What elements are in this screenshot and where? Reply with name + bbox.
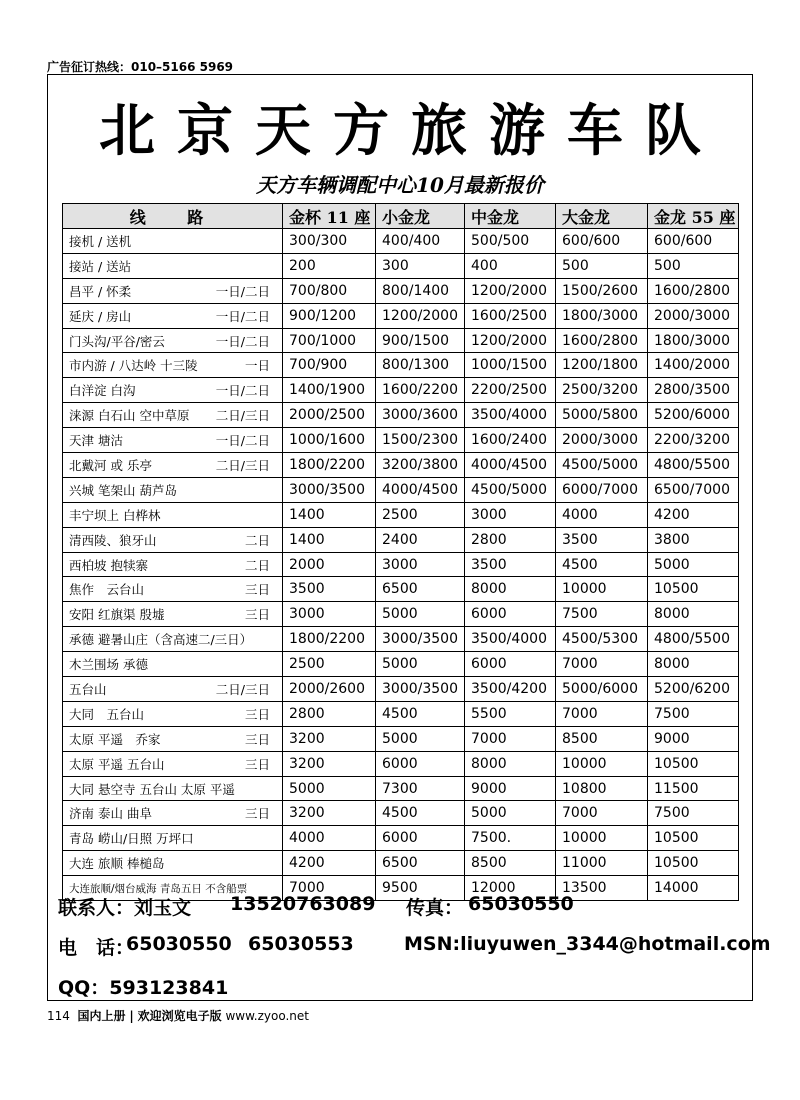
price-cell: 400/400 bbox=[376, 229, 465, 254]
price-cell: 4000/4500 bbox=[465, 453, 556, 478]
price-cell: 1600/2200 bbox=[376, 378, 465, 403]
price-cell: 300 bbox=[376, 253, 465, 278]
price-cell: 6000 bbox=[465, 602, 556, 627]
table-row bbox=[63, 602, 739, 627]
route-cell bbox=[63, 353, 283, 378]
price-cell: 500/500 bbox=[465, 229, 556, 254]
price-table bbox=[62, 203, 739, 901]
page-number: 114 bbox=[47, 1009, 70, 1023]
msn-account: MSN:liuyuwen_3344@hotmail.com bbox=[404, 933, 771, 955]
price-cell: 6500/7000 bbox=[648, 477, 739, 502]
route-cell bbox=[63, 527, 283, 552]
table-row bbox=[63, 303, 739, 328]
price-cell: 800/1400 bbox=[376, 278, 465, 303]
price-cell: 4500 bbox=[376, 701, 465, 726]
price-cell: 3500 bbox=[465, 552, 556, 577]
price-cell: 2000/3000 bbox=[648, 303, 739, 328]
route-cell bbox=[63, 776, 283, 801]
price-cell: 2400 bbox=[376, 527, 465, 552]
header-xiao-jinlong: 小金龙 bbox=[376, 204, 465, 229]
price-cell: 9000 bbox=[465, 776, 556, 801]
price-cell: 4500 bbox=[376, 801, 465, 826]
price-cell: 2000/3000 bbox=[556, 428, 648, 453]
route-days: 三日 bbox=[244, 582, 270, 598]
route-days: 三日 bbox=[244, 607, 270, 623]
footer-slogan: 欢迎浏览电子版 bbox=[137, 1009, 222, 1023]
price-cell: 3500 bbox=[556, 527, 648, 552]
route-cell bbox=[63, 577, 283, 602]
price-cell: 1400 bbox=[283, 527, 376, 552]
route-cell bbox=[63, 751, 283, 776]
route-name: 门头沟/平谷/密云 bbox=[69, 333, 165, 349]
price-cell: 500 bbox=[648, 253, 739, 278]
price-cell: 2000/2600 bbox=[283, 677, 376, 702]
price-cell: 5000 bbox=[376, 726, 465, 751]
price-cell: 4200 bbox=[283, 851, 376, 876]
route-name: 五台山 bbox=[69, 681, 107, 697]
price-cell: 3000 bbox=[376, 552, 465, 577]
price-cell: 2800 bbox=[283, 701, 376, 726]
table-header-row bbox=[63, 204, 739, 229]
price-cell: 1400/2000 bbox=[648, 353, 739, 378]
price-cell: 1600/2400 bbox=[465, 428, 556, 453]
header-route: 线 路 bbox=[63, 204, 283, 229]
price-cell: 11000 bbox=[556, 851, 648, 876]
route-cell bbox=[63, 403, 283, 428]
price-cell: 500 bbox=[556, 253, 648, 278]
header-zhong-jinlong: 中金龙 bbox=[465, 204, 556, 229]
phone-number-1: 65030550 bbox=[126, 933, 232, 955]
price-cell: 5500 bbox=[465, 701, 556, 726]
route-days: 一日 bbox=[244, 358, 270, 374]
price-cell: 7300 bbox=[376, 776, 465, 801]
price-cell: 3500/4200 bbox=[465, 677, 556, 702]
price-cell: 1600/2800 bbox=[556, 328, 648, 353]
contact-person: 联系人：刘玉文 bbox=[58, 897, 192, 919]
price-cell: 6000/7000 bbox=[556, 477, 648, 502]
price-cell: 8500 bbox=[556, 726, 648, 751]
route-name: 焦作 云台山 bbox=[69, 582, 145, 598]
price-cell: 1500/2600 bbox=[556, 278, 648, 303]
route-name: 西柏坡 抱犊寨 bbox=[69, 557, 148, 573]
price-cell: 5000 bbox=[283, 776, 376, 801]
price-cell: 900/1500 bbox=[376, 328, 465, 353]
route-cell bbox=[63, 677, 283, 702]
price-cell: 4500/5000 bbox=[556, 453, 648, 478]
table-row bbox=[63, 403, 739, 428]
route-name: 市内游 / 八达岭 十三陵 bbox=[69, 358, 198, 374]
route-name: 北戴河 或 乐亭 bbox=[69, 457, 152, 473]
price-cell: 3000 bbox=[465, 502, 556, 527]
price-cell: 5000 bbox=[465, 801, 556, 826]
fax-number: 65030550 bbox=[468, 893, 574, 915]
table-row bbox=[63, 552, 739, 577]
route-cell bbox=[63, 278, 283, 303]
route-name: 安阳 红旗渠 殷墟 bbox=[69, 607, 165, 623]
price-cell: 4800/5500 bbox=[648, 627, 739, 652]
table-row bbox=[63, 577, 739, 602]
route-name: 延庆 / 房山 bbox=[69, 308, 132, 324]
price-cell: 6000 bbox=[465, 652, 556, 677]
header-jinbei-11: 金杯 11 座 bbox=[283, 204, 376, 229]
price-cell: 10000 bbox=[556, 751, 648, 776]
route-cell bbox=[63, 602, 283, 627]
price-cell: 6500 bbox=[376, 577, 465, 602]
route-name: 接机 / 送机 bbox=[69, 233, 132, 249]
table-row bbox=[63, 701, 739, 726]
price-cell: 4000/4500 bbox=[376, 477, 465, 502]
table-row bbox=[63, 826, 739, 851]
table-row bbox=[63, 502, 739, 527]
table-row bbox=[63, 527, 739, 552]
phone-label: 电 话： bbox=[58, 937, 135, 959]
route-days: 三日 bbox=[244, 806, 270, 822]
price-cell: 3000/3600 bbox=[376, 403, 465, 428]
route-name: 接站 / 送站 bbox=[69, 258, 132, 274]
price-cell: 3200 bbox=[283, 726, 376, 751]
price-cell: 1500/2300 bbox=[376, 428, 465, 453]
route-name: 大同 悬空寺 五台山 太原 平遥 bbox=[69, 781, 235, 797]
route-cell bbox=[63, 477, 283, 502]
route-days: 一日/二日 bbox=[215, 308, 270, 324]
route-name: 白洋淀 白沟 bbox=[69, 383, 136, 399]
header-da-jinlong: 大金龙 bbox=[556, 204, 648, 229]
price-cell: 2200/3200 bbox=[648, 428, 739, 453]
price-cell: 7000 bbox=[556, 801, 648, 826]
price-cell: 700/800 bbox=[283, 278, 376, 303]
table-row bbox=[63, 751, 739, 776]
price-cell: 2800 bbox=[465, 527, 556, 552]
route-days: 二日/三日 bbox=[215, 408, 270, 424]
route-name: 涞源 白石山 空中草原 bbox=[69, 408, 190, 424]
route-cell bbox=[63, 627, 283, 652]
price-cell: 7500 bbox=[648, 701, 739, 726]
price-cell: 5000/6000 bbox=[556, 677, 648, 702]
route-cell bbox=[63, 851, 283, 876]
route-cell bbox=[63, 303, 283, 328]
price-cell: 8500 bbox=[465, 851, 556, 876]
ad-hotline: 广告征订热线：010–5166 5969 bbox=[47, 60, 234, 74]
ad-frame bbox=[47, 74, 771, 1001]
route-cell bbox=[63, 502, 283, 527]
price-cell: 3000/3500 bbox=[283, 477, 376, 502]
route-days: 一日/二日 bbox=[215, 433, 270, 449]
price-cell: 600/600 bbox=[648, 229, 739, 254]
price-cell: 200 bbox=[283, 253, 376, 278]
route-days: 二日/三日 bbox=[215, 681, 270, 697]
contact-line-2 bbox=[58, 933, 771, 959]
price-cell: 3500/4000 bbox=[465, 627, 556, 652]
price-cell: 2800/3500 bbox=[648, 378, 739, 403]
table-row bbox=[63, 229, 739, 254]
price-cell: 6000 bbox=[376, 826, 465, 851]
table-row bbox=[63, 776, 739, 801]
price-cell: 6500 bbox=[376, 851, 465, 876]
route-name: 昌平 / 怀柔 bbox=[69, 283, 132, 299]
price-cell: 700/1000 bbox=[283, 328, 376, 353]
price-cell: 1200/2000 bbox=[465, 278, 556, 303]
price-cell: 800/1300 bbox=[376, 353, 465, 378]
price-cell: 3200 bbox=[283, 751, 376, 776]
route-cell bbox=[63, 801, 283, 826]
price-cell: 8000 bbox=[465, 577, 556, 602]
contact-line-1 bbox=[58, 893, 748, 917]
price-cell: 1000/1500 bbox=[465, 353, 556, 378]
price-cell: 5000 bbox=[648, 552, 739, 577]
price-cell: 9000 bbox=[648, 726, 739, 751]
price-cell: 900/1200 bbox=[283, 303, 376, 328]
price-cell: 3200/3800 bbox=[376, 453, 465, 478]
route-name: 大同 五台山 bbox=[69, 706, 145, 722]
route-days: 二日 bbox=[244, 557, 270, 573]
price-cell: 10800 bbox=[556, 776, 648, 801]
route-days: 二日/三日 bbox=[215, 457, 270, 473]
price-cell: 10500 bbox=[648, 851, 739, 876]
price-cell: 2000 bbox=[283, 552, 376, 577]
price-cell: 1800/2200 bbox=[283, 453, 376, 478]
price-cell: 400 bbox=[465, 253, 556, 278]
table-row bbox=[63, 627, 739, 652]
price-cell: 11500 bbox=[648, 776, 739, 801]
company-title: 北京天方旅游车队 bbox=[99, 98, 723, 164]
price-cell: 8000 bbox=[648, 602, 739, 627]
route-name: 清西陵、狼牙山 bbox=[69, 532, 157, 548]
price-cell: 3200 bbox=[283, 801, 376, 826]
price-cell: 1800/3000 bbox=[648, 328, 739, 353]
table-row bbox=[63, 477, 739, 502]
price-cell: 3500/4000 bbox=[465, 403, 556, 428]
price-cell: 6000 bbox=[376, 751, 465, 776]
price-cell: 7500. bbox=[465, 826, 556, 851]
route-name: 木兰围场 承德 bbox=[69, 657, 148, 673]
price-cell: 3500 bbox=[283, 577, 376, 602]
route-name: 青岛 崂山/日照 万坪口 bbox=[69, 831, 194, 847]
price-cell: 10500 bbox=[648, 577, 739, 602]
route-cell bbox=[63, 652, 283, 677]
price-cell: 9500 bbox=[376, 876, 465, 901]
route-name: 天津 塘沽 bbox=[69, 433, 123, 449]
price-cell: 7500 bbox=[648, 801, 739, 826]
table-row bbox=[63, 378, 739, 403]
footer-separator: | bbox=[129, 1009, 134, 1023]
price-cell: 1800/3000 bbox=[556, 303, 648, 328]
price-cell: 4500/5300 bbox=[556, 627, 648, 652]
route-days: 三日 bbox=[244, 706, 270, 722]
price-cell: 5000 bbox=[376, 652, 465, 677]
route-cell bbox=[63, 328, 283, 353]
route-days: 二日 bbox=[244, 532, 270, 548]
price-cell: 5000/5800 bbox=[556, 403, 648, 428]
route-days: 一日/二日 bbox=[215, 283, 270, 299]
price-cell: 2500 bbox=[376, 502, 465, 527]
price-cell: 5200/6000 bbox=[648, 403, 739, 428]
price-cell: 4800/5500 bbox=[648, 453, 739, 478]
route-days: 三日 bbox=[244, 756, 270, 772]
route-cell bbox=[63, 428, 283, 453]
price-cell: 1200/2000 bbox=[465, 328, 556, 353]
price-cell: 300/300 bbox=[283, 229, 376, 254]
route-name: 太原 平遥 五台山 bbox=[69, 756, 165, 772]
header-jinlong-55: 金龙 55 座 bbox=[648, 204, 739, 229]
table-row bbox=[63, 253, 739, 278]
table-row bbox=[63, 851, 739, 876]
table-row bbox=[63, 278, 739, 303]
price-cell: 1000/1600 bbox=[283, 428, 376, 453]
price-cell: 1200/1800 bbox=[556, 353, 648, 378]
price-cell: 3000 bbox=[283, 602, 376, 627]
route-name: 济南 泰山 曲阜 bbox=[69, 806, 152, 822]
price-cell: 4500/5000 bbox=[465, 477, 556, 502]
price-cell: 7000 bbox=[556, 701, 648, 726]
footer-section: 国内上册 bbox=[77, 1009, 126, 1023]
price-cell: 13500 bbox=[556, 876, 648, 901]
price-cell: 10500 bbox=[648, 751, 739, 776]
table-row bbox=[63, 677, 739, 702]
table-row bbox=[63, 453, 739, 478]
price-cell: 4500 bbox=[556, 552, 648, 577]
price-cell: 8000 bbox=[465, 751, 556, 776]
price-list-subtitle: 天方车辆调配中心10月最新报价 bbox=[256, 173, 544, 197]
price-cell: 7000 bbox=[465, 726, 556, 751]
route-days: 三日 bbox=[244, 731, 270, 747]
route-name: 丰宁坝上 白桦林 bbox=[69, 507, 161, 523]
table-row bbox=[63, 353, 739, 378]
price-cell: 1400/1900 bbox=[283, 378, 376, 403]
price-cell: 1600/2800 bbox=[648, 278, 739, 303]
route-cell bbox=[63, 453, 283, 478]
price-cell: 5000 bbox=[376, 602, 465, 627]
price-cell: 5200/6200 bbox=[648, 677, 739, 702]
contact-line-3 bbox=[58, 973, 358, 997]
price-cell: 10000 bbox=[556, 577, 648, 602]
page-footer bbox=[47, 1007, 309, 1024]
fax-label: 传真： bbox=[406, 897, 464, 919]
price-cell: 7000 bbox=[556, 652, 648, 677]
table-row bbox=[63, 328, 739, 353]
table-row bbox=[63, 801, 739, 826]
route-name: 大连旅顺/烟台威海 青岛五日 不含船票 bbox=[69, 882, 248, 895]
price-table-body bbox=[63, 229, 739, 901]
price-cell: 12000 bbox=[465, 876, 556, 901]
price-cell: 4200 bbox=[648, 502, 739, 527]
route-cell bbox=[63, 826, 283, 851]
price-cell: 1200/2000 bbox=[376, 303, 465, 328]
route-name: 大连 旅顺 棒槌岛 bbox=[69, 856, 165, 872]
price-cell: 10000 bbox=[556, 826, 648, 851]
price-cell: 1600/2500 bbox=[465, 303, 556, 328]
route-cell bbox=[63, 253, 283, 278]
route-cell bbox=[63, 552, 283, 577]
mobile-number: 13520763089 bbox=[230, 893, 376, 915]
qq-number: QQ：593123841 bbox=[58, 977, 229, 999]
table-row bbox=[63, 726, 739, 751]
footer-website: www.zyoo.net bbox=[225, 1009, 309, 1023]
route-days: 一日/二日 bbox=[215, 383, 270, 399]
price-cell: 7000 bbox=[283, 876, 376, 901]
route-cell bbox=[63, 726, 283, 751]
price-cell: 2200/2500 bbox=[465, 378, 556, 403]
price-cell: 1400 bbox=[283, 502, 376, 527]
phone-number-2: 65030553 bbox=[248, 933, 354, 955]
route-name: 太原 平遥 乔家 bbox=[69, 731, 161, 747]
price-cell: 3000/3500 bbox=[376, 677, 465, 702]
price-cell: 2000/2500 bbox=[283, 403, 376, 428]
price-cell: 14000 bbox=[648, 876, 739, 901]
price-cell: 4000 bbox=[556, 502, 648, 527]
route-name: 承德 避暑山庄（含高速二/三日） bbox=[69, 632, 253, 648]
price-cell: 3000/3500 bbox=[376, 627, 465, 652]
table-row bbox=[63, 652, 739, 677]
price-cell: 10500 bbox=[648, 826, 739, 851]
price-cell: 4000 bbox=[283, 826, 376, 851]
price-cell: 3800 bbox=[648, 527, 739, 552]
price-cell: 7500 bbox=[556, 602, 648, 627]
price-cell: 600/600 bbox=[556, 229, 648, 254]
price-cell: 8000 bbox=[648, 652, 739, 677]
price-cell: 700/900 bbox=[283, 353, 376, 378]
price-cell: 2500/3200 bbox=[556, 378, 648, 403]
route-cell bbox=[63, 378, 283, 403]
route-name: 兴城 笔架山 葫芦岛 bbox=[69, 482, 177, 498]
price-cell: 1800/2200 bbox=[283, 627, 376, 652]
price-cell: 2500 bbox=[283, 652, 376, 677]
route-days: 一日/二日 bbox=[215, 333, 270, 349]
table-row bbox=[63, 428, 739, 453]
route-cell bbox=[63, 701, 283, 726]
route-cell bbox=[63, 229, 283, 254]
